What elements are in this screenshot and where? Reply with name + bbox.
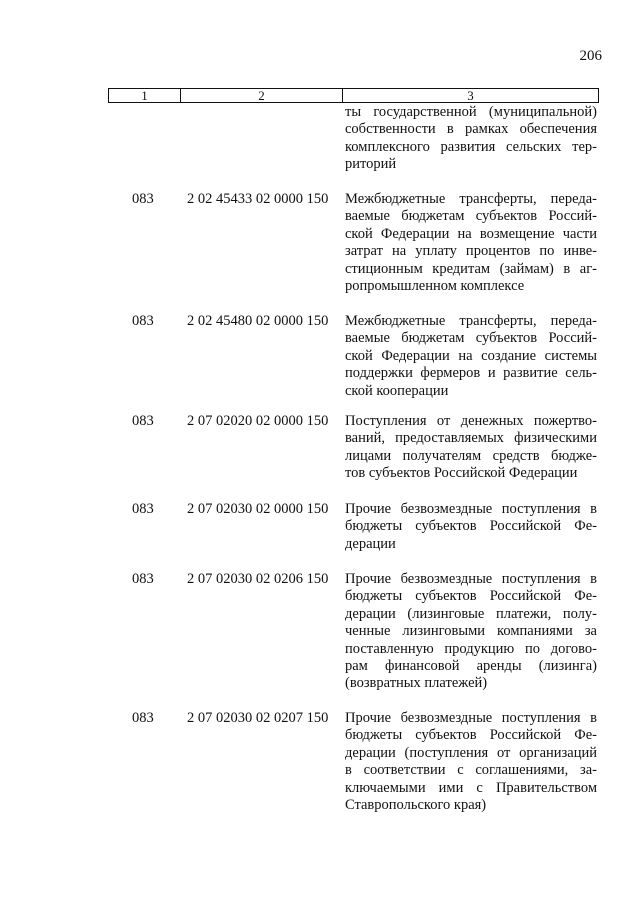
description-line: Поступления от денежных пожертво- [345, 413, 597, 429]
table-row [0, 413, 640, 483]
description-line: Межбюджетные трансферты, переда- [345, 313, 597, 329]
description-line: стиционным кредитам (займам) в аг- [345, 260, 597, 277]
table-row [0, 501, 640, 553]
kbk-code-cell: 2 07 02030 02 0000 150 [187, 501, 329, 517]
admin-code-cell: 083 [132, 571, 154, 587]
table-header-col-3: 3 [467, 88, 474, 103]
description-line: Прочие безвозмездные поступления в [345, 501, 597, 517]
description-line: тов субъектов Российской Федерации [345, 465, 578, 482]
admin-code-cell: 083 [132, 313, 154, 329]
description-line: в соответствии с соглашениями, за- [345, 762, 597, 779]
description-line: Межбюджетные трансферты, переда- [345, 191, 597, 207]
table-header-col-2: 2 [181, 89, 343, 102]
description-line: поставленную продукцию по догово- [345, 640, 597, 657]
description-line: ваемые бюджетам субъектов Россий- [345, 330, 597, 347]
admin-code-cell: 083 [132, 710, 154, 726]
table-row [0, 313, 640, 400]
table-row [0, 710, 640, 814]
admin-code-cell: 083 [132, 501, 154, 517]
description-cell [345, 571, 597, 693]
description-line: ской Федерации на создание системы [345, 347, 597, 364]
description-line: ской Федерации на возмещение части [345, 225, 597, 242]
description-line: лицами получателям средств бюдже- [345, 447, 597, 464]
kbk-code-cell: 2 07 02020 02 0000 150 [187, 413, 329, 429]
description-cell [345, 104, 597, 174]
description-cell [345, 710, 597, 814]
description-line: (возвратных платежей) [345, 675, 488, 692]
description-cell [345, 413, 597, 483]
description-line: собственности в рамках обеспечения [345, 121, 597, 138]
kbk-code-cell: 2 02 45433 02 0000 150 [187, 191, 329, 207]
description-line: риторий [345, 156, 397, 173]
table-header-col-1: 1 [109, 89, 181, 102]
description-line: ропромышленном комплексе [345, 277, 525, 294]
description-line: поддержки фермеров и развитие сель- [345, 365, 597, 382]
kbk-code-cell: 2 07 02030 02 0206 150 [187, 571, 329, 587]
page-number: 206 [579, 48, 602, 64]
table-row [0, 191, 640, 295]
description-cell [345, 191, 597, 295]
description-cell [345, 313, 597, 400]
admin-code-cell: 083 [132, 191, 154, 207]
description-line: рам финансовой аренды (лизинга) [345, 657, 597, 674]
description-line: ваемые бюджетам субъектов Россий- [345, 208, 597, 225]
description-line: ключаемыми ими с Правительством [345, 779, 597, 796]
description-line: дерации [345, 535, 396, 552]
description-line: комплексного развития сельских тер- [345, 138, 597, 155]
description-line: бюджеты субъектов Российской Фе- [345, 518, 597, 535]
description-line: ченные лизинговыми компаниями за [345, 623, 597, 640]
description-line: затрат на уплату процентов по инве- [345, 243, 597, 260]
table-header [108, 88, 599, 103]
description-cell [345, 501, 597, 553]
description-line: ваний, предоставляемых физическими [345, 430, 597, 447]
description-line: дерации (лизинговые платежи, полу- [345, 605, 597, 622]
description-line: дерации (поступления от организаций [345, 744, 597, 761]
table-row [0, 104, 640, 174]
kbk-code-cell: 2 07 02030 02 0207 150 [187, 710, 329, 726]
description-line: ской кооперации [345, 382, 449, 399]
description-line: Прочие безвозмездные поступления в [345, 571, 597, 587]
description-line: ты государственной (муниципальной) [345, 104, 597, 120]
description-line: бюджеты субъектов Российской Фе- [345, 727, 597, 744]
description-line: Ставропольского края) [345, 796, 487, 813]
kbk-code-cell: 2 02 45480 02 0000 150 [187, 313, 329, 329]
description-line: Прочие безвозмездные поступления в [345, 710, 597, 726]
admin-code-cell: 083 [132, 413, 154, 429]
description-line: бюджеты субъектов Российской Фе- [345, 588, 597, 605]
table-row [0, 571, 640, 693]
